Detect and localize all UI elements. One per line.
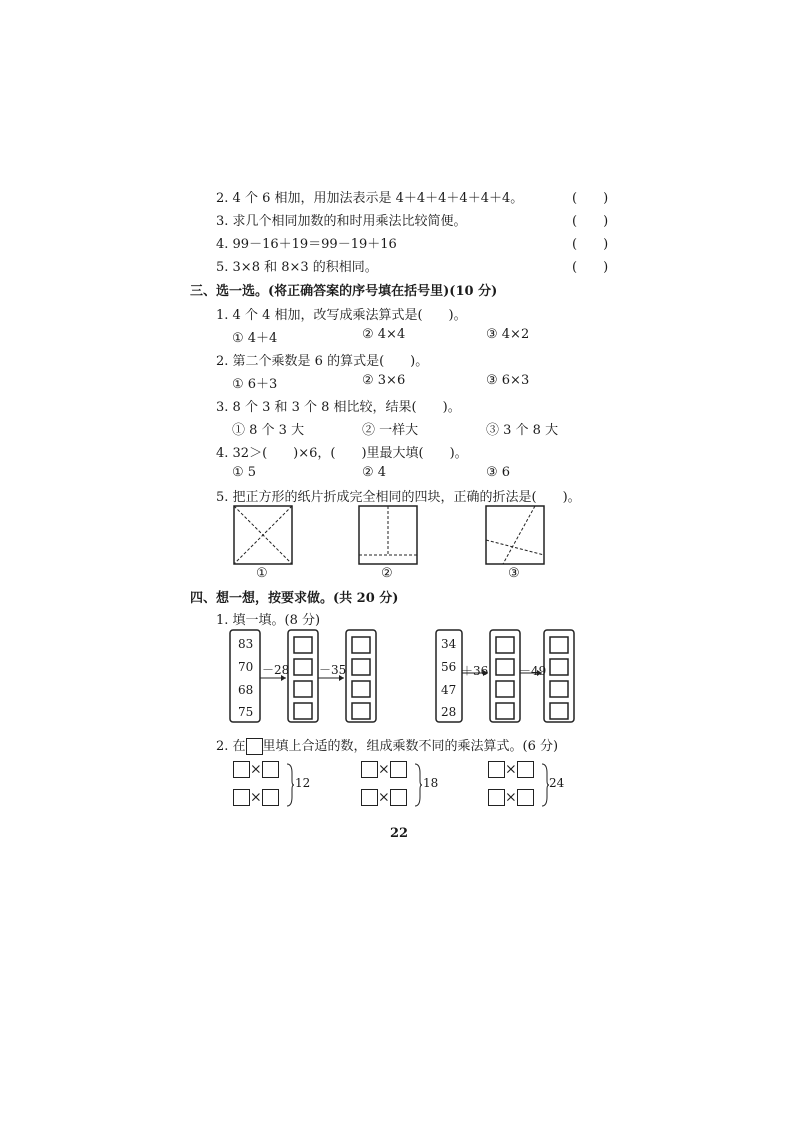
times-sign: ×	[505, 761, 517, 778]
input-number: 68	[238, 683, 254, 697]
fold-figure-1[interactable]	[233, 505, 293, 565]
judge-item-3: 3. 求几个相同加数的和时用乘法比较简便。	[216, 214, 467, 229]
operation-label: －49	[519, 664, 547, 678]
input-number: 70	[238, 660, 254, 674]
answer-box[interactable]	[262, 761, 279, 778]
title-prefix: 2. 在	[216, 739, 246, 754]
multiplication-row	[361, 761, 407, 778]
multiplication-row	[361, 789, 407, 806]
answer-paren[interactable]: ( )	[572, 191, 609, 206]
answer-box[interactable]	[233, 789, 250, 806]
option-3[interactable]: ③ 6×3	[486, 373, 530, 388]
brace-icon	[286, 763, 294, 807]
option-1[interactable]: ① 5	[232, 465, 257, 480]
choice-q1: 1. 4 个 4 相加，改写成乘法算式是( )。	[216, 308, 467, 323]
blank-box-icon	[246, 738, 263, 755]
input-number: 56	[441, 660, 457, 674]
option-2[interactable]: ② 4	[362, 465, 387, 480]
fill-title: 1. 填一填。(8 分)	[216, 613, 321, 628]
option-3[interactable]: ③ 6	[486, 465, 511, 480]
answer-box[interactable]	[262, 789, 279, 806]
fold-label-3: ③	[508, 566, 520, 581]
answer-box[interactable]	[517, 789, 534, 806]
answer-box[interactable]	[390, 789, 407, 806]
option-3[interactable]: ③ 3 个 8 大	[486, 423, 559, 438]
choice-q5: 5. 把正方形的纸片折成完全相同的四块，正确的折法是( )。	[216, 490, 581, 505]
input-number: 28	[441, 705, 457, 719]
answer-paren[interactable]: ( )	[572, 260, 609, 275]
choice-q4: 4. 32＞( )×6，( )里最大填( )。	[216, 446, 468, 461]
brace-icon	[541, 763, 549, 807]
times-sign: ×	[250, 789, 262, 806]
answer-paren[interactable]: ( )	[572, 214, 609, 229]
choice-q2: 2. 第二个乘数是 6 的算式是( )。	[216, 354, 429, 369]
option-1[interactable]: ① 6＋3	[232, 377, 278, 392]
multiplication-row	[488, 789, 534, 806]
times-sign: ×	[378, 789, 390, 806]
option-1[interactable]: ① 4＋4	[232, 331, 278, 346]
product-target: 12	[295, 776, 311, 790]
answer-box[interactable]	[361, 789, 378, 806]
multiplication-row	[233, 761, 279, 778]
judge-item-4: 4. 99－16＋19＝99－19＋16	[216, 237, 397, 252]
fold-figure-2[interactable]	[358, 505, 418, 565]
answer-box[interactable]	[517, 761, 534, 778]
brace-icon	[414, 763, 422, 807]
answer-box[interactable]	[488, 789, 505, 806]
product-target: 24	[549, 776, 565, 790]
answer-box[interactable]	[488, 761, 505, 778]
input-number: 75	[238, 705, 254, 719]
times-sign: ×	[250, 761, 262, 778]
multiplication-row	[233, 789, 279, 806]
section4-title: 四、想一想，按要求做。(共 20 分)	[190, 591, 399, 606]
choice-q3: 3. 8 个 3 和 3 个 8 相比较，结果( )。	[216, 400, 461, 415]
judge-item-2: 2. 4 个 6 相加，用加法表示是 4＋4＋4＋4＋4＋4。	[216, 191, 524, 206]
multiplication-row	[488, 761, 534, 778]
option-1[interactable]: ① 8 个 3 大	[232, 423, 305, 438]
times-sign: ×	[505, 789, 517, 806]
judge-item-5: 5. 3×8 和 8×3 的积相同。	[216, 260, 378, 275]
section3-title: 三、选一选。(将正确答案的序号填在括号里)(10 分)	[190, 284, 498, 299]
answer-box[interactable]	[233, 761, 250, 778]
page-number: 22	[390, 826, 409, 841]
option-2[interactable]: ② 3×6	[362, 373, 406, 388]
input-number: 34	[441, 637, 457, 651]
operation-label: ＋36	[461, 664, 489, 678]
title-suffix: 里填上合适的数，组成乘数不同的乘法算式。(6 分)	[262, 739, 559, 754]
fold-label-1: ①	[256, 566, 268, 581]
multiplication-title	[216, 735, 558, 755]
answer-box[interactable]	[390, 761, 407, 778]
times-sign: ×	[378, 761, 390, 778]
fold-figure-3[interactable]	[485, 505, 545, 565]
option-2[interactable]: ② 4×4	[362, 327, 406, 342]
answer-paren[interactable]: ( )	[572, 237, 609, 252]
option-3[interactable]: ③ 4×2	[486, 327, 530, 342]
answer-box[interactable]	[361, 761, 378, 778]
operation-label: －35	[319, 663, 347, 677]
input-number: 83	[238, 637, 254, 651]
operation-label: －28	[262, 663, 290, 677]
option-2[interactable]: ② 一样大	[362, 423, 419, 438]
input-number: 47	[441, 683, 457, 697]
fold-label-2: ②	[381, 566, 393, 581]
product-target: 18	[423, 776, 439, 790]
